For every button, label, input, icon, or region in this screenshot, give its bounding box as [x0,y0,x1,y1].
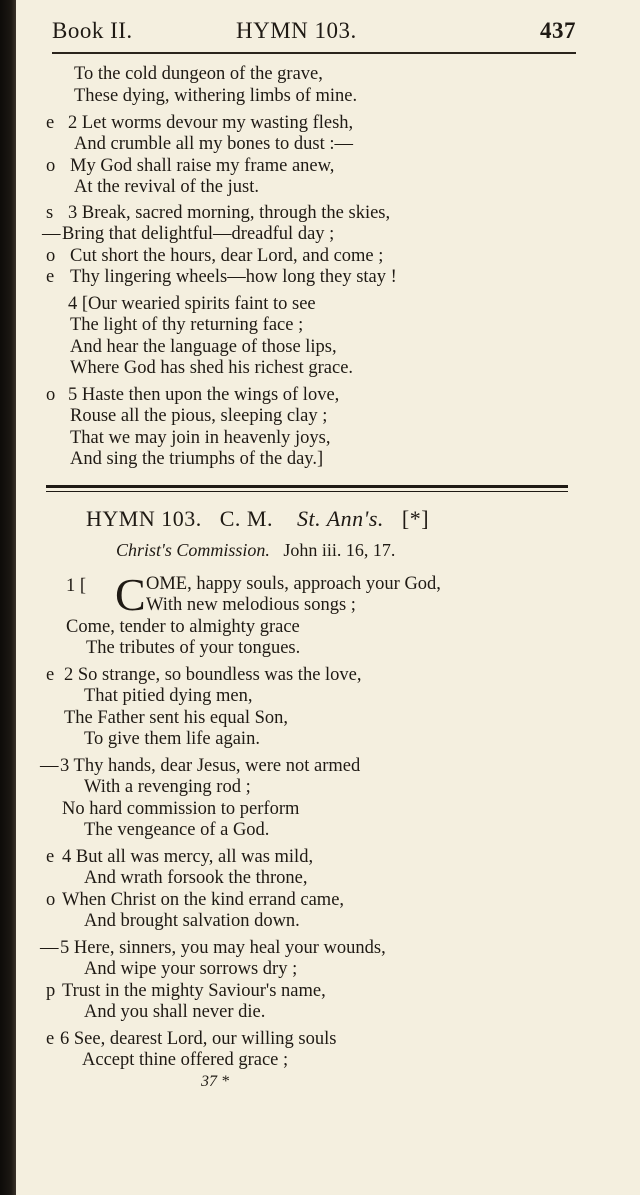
verse-line: My God shall raise my frame anew, [70,156,335,176]
verse-line: That pitied dying men, [84,686,253,706]
scripture-reference: John iii. 16, 17. [283,540,396,560]
line-mark: o [46,890,56,910]
page-number: 437 [540,18,576,43]
running-head-book: Book II. [52,18,133,43]
hymn-tune: St. Ann's. [296,506,384,531]
verse-line: Trust in the mighty Saviour's name, [62,981,326,1001]
line-mark: e [46,847,55,867]
verse-line: To the cold dungeon of the grave, [74,64,323,84]
verse-line: And wipe your sorrows dry ; [84,959,298,979]
signature-mark: 37 * [201,1073,229,1090]
verse-line: 5 Here, sinners, you may heal your wounds, [60,938,386,958]
line-mark: s [46,203,54,223]
section-divider-thin [46,491,568,492]
verse-line: Accept thine offered grace ; [82,1050,289,1070]
verse-line: Where God has shed his richest grace. [70,358,354,378]
hymn-mark: [*] [401,506,430,531]
verse-line: And you shall never die. [84,1002,266,1022]
verse-line: That we may join in heavenly joys, [70,428,331,448]
line-mark: o [46,385,56,405]
verse-line: 6 See, dearest Lord, our willing souls [60,1029,337,1049]
running-head [52,18,576,52]
verse-line: 2 Let worms devour my wasting flesh, [68,113,354,133]
line-mark: — [42,224,61,244]
line-mark: e [46,665,55,685]
hymn-meter: C. M. [219,506,273,531]
verse-number: 1 [ [66,576,87,596]
verse-line: When Christ on the kind errand came, [62,890,345,910]
verse-line: 3 Thy hands, dear Jesus, were not armed [60,756,361,776]
verse-line: 4 But all was mercy, all was mild, [62,847,314,867]
verse-line: Come, tender to almighty grace [66,617,300,637]
hymn-title [86,506,429,532]
line-mark: o [46,246,56,266]
verse-line: OME, happy souls, approach your God, [146,574,441,594]
verse-line: Rouse all the pious, sleeping clay ; [70,406,328,426]
verse-line: The tributes of your tongues. [86,638,301,658]
verse-line: Thy lingering wheels—how long they stay ! [70,267,397,287]
verse-line: No hard commission to perform [62,799,300,819]
verse-line: 4 [Our wearied spirits faint to see [68,294,316,314]
line-mark: e [46,267,55,287]
verse-line: To give them life again. [84,729,260,749]
line-mark: e [46,1029,55,1049]
line-mark: e [46,113,55,133]
verse-line: And wrath forsook the throne, [84,868,308,888]
verse-line: 3 Break, sacred morning, through the skies, [68,203,391,223]
header-rule [52,52,576,54]
verse-line: With new melodious songs ; [146,595,356,615]
hymn-theme: Christ's Commission. [116,540,270,560]
running-head-hymn: HYMN 103. [236,18,357,43]
verse-line: And sing the triumphs of the day.] [70,449,324,469]
verse-line: These dying, withering limbs of mine. [74,86,358,106]
line-mark: o [46,156,56,176]
verse-line: And brought salvation down. [84,911,300,931]
verse-line: Cut short the hours, dear Lord, and come ; [70,246,384,266]
verse-line: 2 So strange, so boundless was the love, [64,665,362,685]
verse-line: And crumble all my bones to dust :— [74,134,354,154]
book-page [16,0,640,1195]
line-mark: p [46,981,56,1001]
line-mark: — [40,938,59,958]
verse-line: At the revival of the just. [74,177,259,197]
verse-line: 5 Haste then upon the wings of love, [68,385,340,405]
verse-line: Bring that delightful—dreadful day ; [62,224,335,244]
verse-line: And hear the language of those lips, [70,337,337,357]
section-divider-thick [46,485,568,488]
verse-line: With a revenging rod ; [84,777,251,797]
drop-cap: C [115,569,146,620]
hymn-number: HYMN 103. [86,506,202,531]
hymn-subtitle [116,540,395,561]
verse-line: The light of thy returning face ; [70,315,304,335]
verse-line: The vengeance of a God. [84,820,270,840]
line-mark: — [40,756,59,776]
verse-line: The Father sent his equal Son, [64,708,289,728]
book-spine-shadow [0,0,16,1195]
